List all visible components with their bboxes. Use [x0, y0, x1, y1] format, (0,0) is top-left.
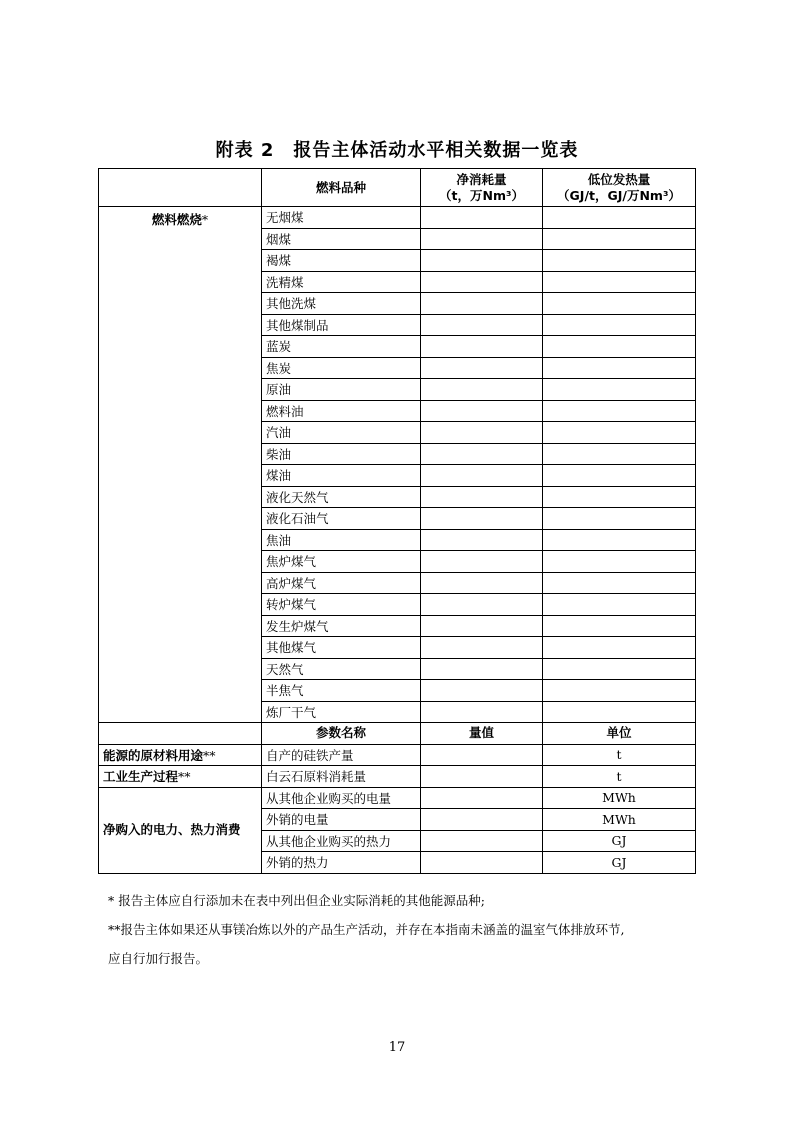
header-param-value: 量值	[421, 723, 543, 745]
fuel-consumption-cell	[421, 594, 543, 616]
fuel-heat-value-cell	[543, 422, 696, 444]
page-title: 附表 2 报告主体活动水平相关数据一览表	[215, 140, 579, 161]
header-fuel-type: 燃料品种	[262, 169, 421, 207]
fuel-header-row	[99, 169, 696, 207]
fuel-consumption-cell	[421, 400, 543, 422]
raw-material-unit-cell: t	[543, 744, 696, 766]
fuel-heat-value-cell	[543, 271, 696, 293]
fuel-heat-value-cell	[543, 443, 696, 465]
purchased-energy-unit-cell: MWh	[543, 809, 696, 831]
footnote-1: * 报告主体应自行添加未在表中列出但企业实际消耗的其他能源品种;	[108, 893, 485, 908]
fuel-heat-value-cell	[543, 594, 696, 616]
header-heat-value-unit: （GJ/t，GJ/万Nm³）	[557, 187, 681, 203]
fuel-name-cell: 其他煤制品	[262, 314, 421, 336]
fuel-heat-value-cell	[543, 486, 696, 508]
fuel-name-cell: 炼厂干气	[262, 701, 421, 723]
industrial-process-row	[99, 766, 696, 788]
page-number: 17	[388, 1040, 406, 1055]
industrial-process-param-cell: 白云石原料消耗量	[262, 766, 421, 788]
header-heat-value	[543, 169, 696, 207]
fuel-consumption-cell	[421, 357, 543, 379]
fuel-consumption-cell	[421, 551, 543, 573]
header-heat-value-label: 低位发热量	[587, 171, 651, 187]
fuel-name-cell: 液化天然气	[262, 486, 421, 508]
fuel-heat-value-cell	[543, 357, 696, 379]
fuel-name-cell: 其他洗煤	[262, 293, 421, 315]
fuel-name-cell: 高炉煤气	[262, 572, 421, 594]
fuel-heat-value-cell	[543, 529, 696, 551]
fuel-heat-value-cell	[543, 314, 696, 336]
fuel-name-cell: 半焦气	[262, 680, 421, 702]
fuel-name-cell: 汽油	[262, 422, 421, 444]
fuel-consumption-cell	[421, 615, 543, 637]
purchased-energy-param-cell: 从其他企业购买的电量	[262, 787, 421, 809]
industrial-process-category-cell	[99, 766, 262, 788]
fuel-name-cell: 液化石油气	[262, 508, 421, 530]
fuel-row	[99, 207, 696, 229]
raw-material-param-cell: 自产的硅铁产量	[262, 744, 421, 766]
activity-data-table	[98, 168, 696, 874]
fuel-heat-value-cell	[543, 336, 696, 358]
industrial-process-unit-cell: t	[543, 766, 696, 788]
param-header-row	[99, 723, 696, 745]
fuel-consumption-cell	[421, 379, 543, 401]
purchased-energy-row	[99, 787, 696, 809]
header-param-unit: 单位	[543, 723, 696, 745]
fuel-name-cell: 无烟煤	[262, 207, 421, 229]
fuel-name-cell: 烟煤	[262, 228, 421, 250]
fuel-name-cell: 洗精煤	[262, 271, 421, 293]
fuel-name-cell: 天然气	[262, 658, 421, 680]
fuel-name-cell: 焦炭	[262, 357, 421, 379]
fuel-consumption-cell	[421, 680, 543, 702]
fuel-consumption-cell	[421, 486, 543, 508]
fuel-consumption-cell	[421, 529, 543, 551]
fuel-consumption-cell	[421, 422, 543, 444]
fuel-heat-value-cell	[543, 400, 696, 422]
purchased-energy-param-cell: 从其他企业购买的热力	[262, 830, 421, 852]
fuel-consumption-cell	[421, 637, 543, 659]
fuel-consumption-cell	[421, 465, 543, 487]
fuel-heat-value-cell	[543, 250, 696, 272]
purchased-energy-value-cell	[421, 809, 543, 831]
footnotes	[108, 886, 708, 973]
fuel-heat-value-cell	[543, 637, 696, 659]
raw-material-category-mark: **	[203, 747, 216, 763]
footnote-3: 应自行加行报告。	[108, 951, 209, 966]
purchased-energy-param-cell: 外销的热力	[262, 852, 421, 874]
fuel-category-mark: *	[201, 212, 209, 227]
header-consumption	[421, 169, 543, 207]
fuel-heat-value-cell	[543, 701, 696, 723]
fuel-name-cell: 转炉煤气	[262, 594, 421, 616]
header-consumption-unit: （t，万Nm³）	[439, 187, 524, 203]
fuel-name-cell: 褐煤	[262, 250, 421, 272]
fuel-heat-value-cell	[543, 207, 696, 229]
fuel-consumption-cell	[421, 572, 543, 594]
fuel-heat-value-cell	[543, 228, 696, 250]
fuel-heat-value-cell	[543, 572, 696, 594]
fuel-category-label: 燃料燃烧	[151, 212, 202, 227]
fuel-name-cell: 其他煤气	[262, 637, 421, 659]
fuel-consumption-cell	[421, 701, 543, 723]
footnote-2: **报告主体如果还从事镁冶炼以外的产品生产活动，并存在本指南未涵盖的温室气体排放环节,	[108, 922, 625, 937]
purchased-energy-value-cell	[421, 852, 543, 874]
fuel-heat-value-cell	[543, 680, 696, 702]
fuel-heat-value-cell	[543, 465, 696, 487]
raw-material-category-label: 能源的原材料用途	[103, 747, 204, 763]
fuel-consumption-cell	[421, 314, 543, 336]
fuel-heat-value-cell	[543, 551, 696, 573]
fuel-name-cell: 燃料油	[262, 400, 421, 422]
fuel-name-cell: 焦炉煤气	[262, 551, 421, 573]
purchased-energy-value-cell	[421, 787, 543, 809]
industrial-process-category-label: 工业生产过程	[103, 769, 179, 785]
purchased-energy-unit-cell: GJ	[543, 830, 696, 852]
fuel-name-cell: 焦油	[262, 529, 421, 551]
fuel-consumption-cell	[421, 658, 543, 680]
fuel-consumption-cell	[421, 293, 543, 315]
raw-material-value-cell	[421, 744, 543, 766]
fuel-heat-value-cell	[543, 293, 696, 315]
industrial-process-category-mark: **	[178, 769, 191, 785]
fuel-heat-value-cell	[543, 615, 696, 637]
fuel-consumption-cell	[421, 250, 543, 272]
fuel-consumption-cell	[421, 207, 543, 229]
fuel-name-cell: 原油	[262, 379, 421, 401]
purchased-energy-value-cell	[421, 830, 543, 852]
fuel-name-cell: 发生炉煤气	[262, 615, 421, 637]
industrial-process-value-cell	[421, 766, 543, 788]
param-header-empty-cell	[99, 723, 262, 745]
header-param-name: 参数名称	[262, 723, 421, 745]
purchased-energy-category-cell: 净购入的电力、热力消费	[99, 787, 262, 873]
fuel-consumption-cell	[421, 508, 543, 530]
raw-material-category-cell	[99, 744, 262, 766]
fuel-consumption-cell	[421, 336, 543, 358]
fuel-heat-value-cell	[543, 658, 696, 680]
fuel-name-cell: 柴油	[262, 443, 421, 465]
fuel-consumption-cell	[421, 228, 543, 250]
fuel-consumption-cell	[421, 271, 543, 293]
purchased-energy-param-cell: 外销的电量	[262, 809, 421, 831]
header-consumption-label: 净消耗量	[456, 171, 507, 187]
fuel-name-cell: 煤油	[262, 465, 421, 487]
fuel-category-cell	[99, 207, 262, 723]
raw-material-row	[99, 744, 696, 766]
fuel-heat-value-cell	[543, 508, 696, 530]
fuel-heat-value-cell	[543, 379, 696, 401]
purchased-energy-unit-cell: MWh	[543, 787, 696, 809]
fuel-name-cell: 蓝炭	[262, 336, 421, 358]
header-empty-cell	[99, 169, 262, 207]
fuel-consumption-cell	[421, 443, 543, 465]
purchased-energy-unit-cell: GJ	[543, 852, 696, 874]
